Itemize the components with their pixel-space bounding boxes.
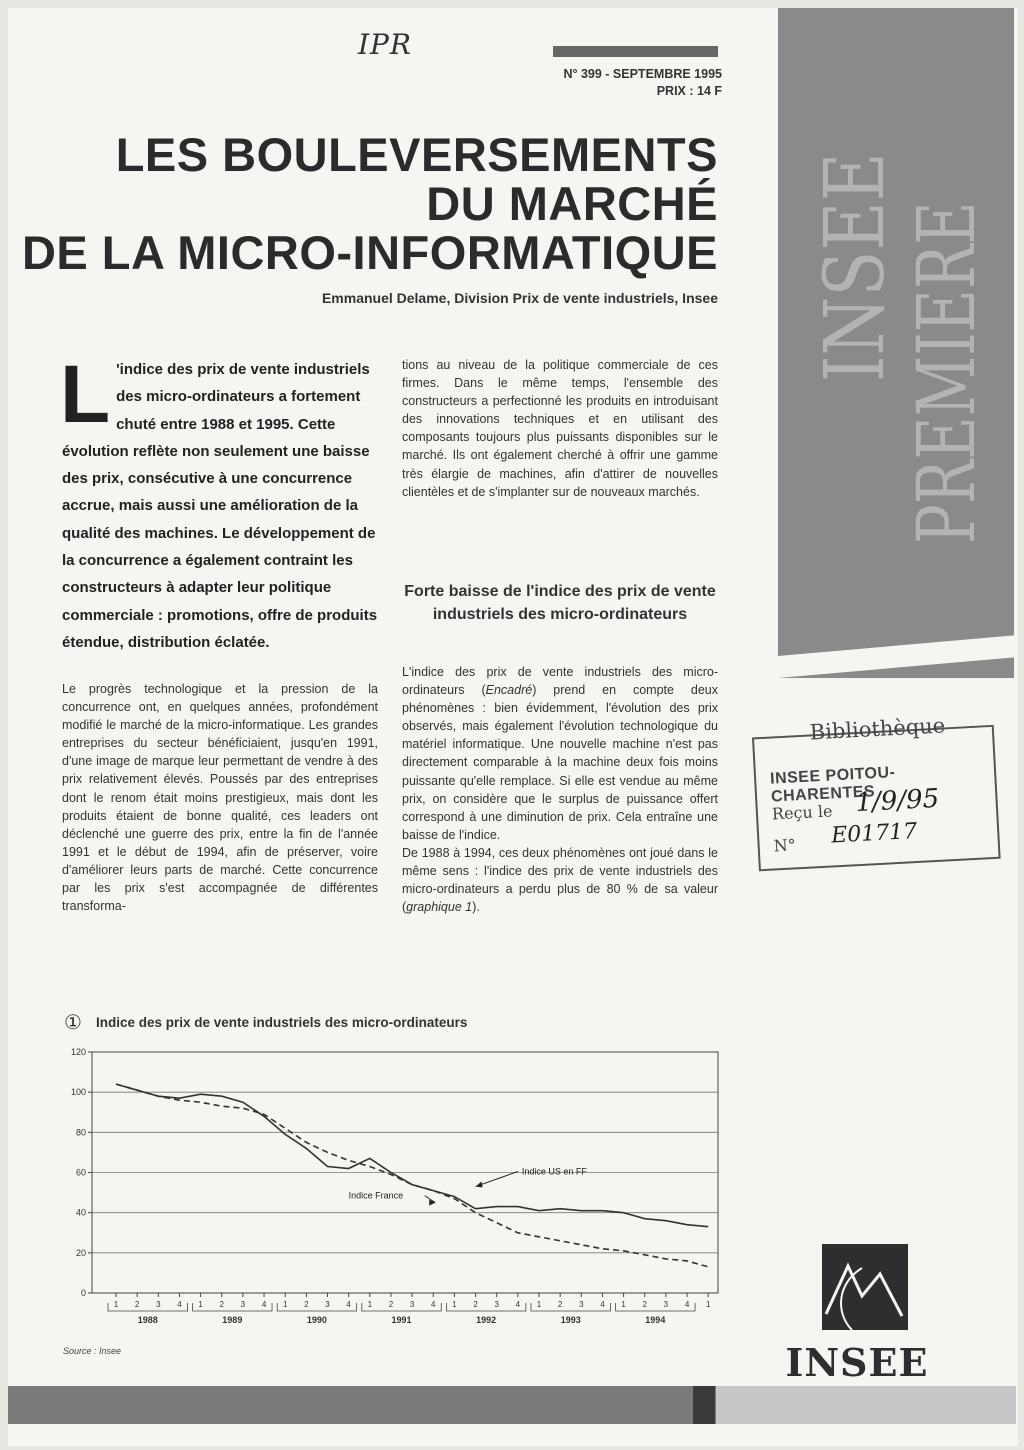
x-quarter-label: 2 — [304, 1300, 309, 1309]
x-quarter-label: 4 — [600, 1300, 605, 1309]
y-tick-label: 80 — [75, 1127, 86, 1138]
stamp-institution: INSEE POITOU-CHARENTES — [769, 764, 896, 806]
logo-mark — [822, 1244, 908, 1330]
title-line-3: DE LA MICRO-INFORMATIQUE — [21, 226, 718, 279]
x-year-label: 1994 — [645, 1315, 666, 1325]
stamp-library: Bibliothèque — [809, 713, 946, 745]
x-year-label: 1992 — [476, 1315, 497, 1325]
brand-line-1: INSEE — [808, 152, 903, 382]
lead-paragraph — [60, 349, 378, 656]
title-line-2: DU MARCHÉ — [426, 177, 718, 230]
year-bracket — [108, 1303, 187, 1311]
x-quarter-label: 3 — [663, 1300, 669, 1309]
x-quarter-label: 1 — [282, 1300, 288, 1309]
title-line-1: LES BOULEVERSEMENTS — [115, 128, 718, 181]
x-quarter-label: 2 — [642, 1300, 647, 1309]
paragraph-2: De 1988 à 1994, ces deux phénomènes ont joué dans le même sens : l'indice des prix de vente industriels des micro-ordinateurs a perdu plus de 80 % de sa valeur (graphique 1). — [402, 845, 718, 915]
chart-number: ① — [64, 1012, 82, 1034]
series-line-us — [116, 1084, 708, 1267]
y-tick-label: 100 — [70, 1087, 86, 1098]
issue-price: PRIX : 14 F — [656, 84, 722, 98]
handwritten-note: IPR — [358, 28, 412, 61]
footer-bar-light — [716, 1386, 1016, 1424]
y-tick-label: 20 — [75, 1247, 86, 1258]
x-year-label: 1990 — [306, 1315, 327, 1325]
x-year-label: 1988 — [137, 1315, 158, 1325]
stamp-received-date: 1/9/95 — [854, 783, 940, 819]
y-tick-label: 60 — [75, 1167, 86, 1178]
chart-title: Indice des prix de vente industriels des micro-ordinateurs — [96, 1015, 468, 1030]
series-label-france: Indice France — [348, 1190, 404, 1201]
x-year-label: 1989 — [222, 1315, 243, 1325]
year-bracket — [616, 1303, 695, 1311]
header-rule — [553, 46, 718, 57]
paragraph-1: L'indice des prix de vente industriels des micro-ordinateurs (Encadré) prend en compte deux phénomènes : bien évidemment, l'évolution des prix observés, mais également l'évolution technologique du matériel informatique. Une nouvelle machine n'est pas directement comparable à la machine deux fois moins puissante qu'elle remplace. Si elle est vendue au même prix, on considère que le surplus de puissance offert correspond à une diminution de prix. Cela entraîne une baisse de l'indice. — [402, 665, 718, 842]
year-bracket — [277, 1303, 356, 1311]
series-label-us: Indice US en FF — [521, 1166, 587, 1177]
body-column-1: Le progrès technologique et la pression de la concurrence ont, en quelques années, profondément modifié le marché de la micro-informatique. Les grandes entreprises du secteur bénéficiaient, jusqu'en 1991, d'une image de marque leur permettant de vendre à des prix relativement élevés. Poussés par des entreprises dont le renom était moins prestigieux, mais dont les produits étaient de bonne qualité, ces leaders ont déclenché une guerre des prix, entre la fin de l'année 1991 et le début de 1994, afin de préserver, voire d'améliorer leurs parts de marché. Cette concurrence par les prix s'est accompagnée de différentes transforma- — [62, 682, 378, 914]
year-bracket — [193, 1303, 272, 1311]
x-quarter-label: 3 — [494, 1300, 499, 1309]
x-quarter-label: 1 — [705, 1300, 711, 1309]
x-quarter-label: 1 — [113, 1300, 119, 1309]
x-quarter-label: 1 — [367, 1300, 373, 1309]
x-quarter-label: 4 — [177, 1300, 182, 1309]
lead-text: 'indice des prix de vente industriels des micro-ordinateurs a fortement chuté entre 1988 et 1995. Cette évolution reflète non seulement une baisse des prix, consécutive à une concurrence accrue, mais aussi une amélioration de la qualité des machines. Le développement de la concurrence a également contraint les constructeurs à adapter leur politique commerciale : promotions, offre de produits étendue, distribution éclatée. — [62, 361, 378, 651]
x-quarter-label: 3 — [409, 1300, 415, 1309]
x-quarter-label: 1 — [536, 1300, 542, 1309]
x-year-label: 1991 — [391, 1315, 412, 1325]
y-tick-label: 40 — [75, 1207, 86, 1218]
x-quarter-label: 2 — [473, 1300, 478, 1309]
x-quarter-label: 2 — [388, 1300, 394, 1309]
drop-cap: L — [60, 349, 111, 440]
x-quarter-label: 3 — [240, 1300, 246, 1309]
x-quarter-label: 4 — [684, 1300, 690, 1309]
footer-bar — [8, 1386, 716, 1424]
page-title — [22, 130, 718, 277]
x-quarter-label: 4 — [431, 1300, 436, 1309]
footer-accent — [693, 1386, 715, 1424]
logo-text: INSEE — [785, 1340, 929, 1385]
x-quarter-label: 1 — [452, 1300, 457, 1309]
section-heading: Forte baisse de l'indice des prix de vente industriels des micro-ordinateurs — [404, 583, 716, 623]
body-column-2-top: tions au niveau de la politique commerciale de ces firmes. Dans le même temps, l'ensemble des constructeurs a perfectionné les produits en introduisant des innovations techniques et en utilisant des composants toujours plus puissants disponibles sur le marché. Ils ont également cherché à offrir une gamme très élargie de machines, afin d'attirer de nouvelles clientèles et de s'implanter sur de nouveaux marchés. — [402, 358, 718, 499]
x-year-label: 1993 — [560, 1315, 581, 1325]
x-quarter-label: 2 — [557, 1300, 563, 1309]
stamp-number-label: N° — [773, 835, 797, 856]
source-note: Source : Insee — [63, 1346, 122, 1356]
year-bracket — [362, 1303, 441, 1311]
x-quarter-label: 2 — [134, 1300, 140, 1309]
arrowhead-us — [476, 1182, 483, 1188]
x-quarter-label: 1 — [621, 1300, 626, 1309]
x-quarter-label: 1 — [198, 1300, 203, 1309]
issue-number: N° 399 - SEPTEMBRE 1995 — [563, 67, 722, 81]
brand-line-2: PREMIERE — [900, 201, 993, 544]
x-quarter-label: 3 — [156, 1300, 161, 1309]
body-column-2-bottom — [402, 663, 718, 916]
y-tick-label: 0 — [80, 1288, 86, 1298]
year-bracket — [446, 1303, 525, 1311]
author-line: Emmanuel Delame, Division Prix de vente industriels, Insee — [321, 290, 718, 306]
library-stamp — [751, 711, 1004, 874]
y-tick-label: 120 — [70, 1047, 86, 1057]
insee-logo — [782, 1240, 932, 1390]
x-quarter-label: 4 — [346, 1300, 351, 1309]
x-quarter-label: 4 — [261, 1300, 267, 1309]
series-line-france — [116, 1084, 708, 1227]
price-index-chart — [60, 1040, 740, 1340]
x-quarter-label: 4 — [515, 1300, 521, 1309]
issue-info — [563, 66, 722, 100]
x-quarter-label: 2 — [219, 1300, 224, 1309]
stamp-number-value: E01717 — [830, 818, 918, 849]
x-quarter-label: 3 — [325, 1300, 330, 1309]
brand-wordmark — [808, 52, 993, 592]
stamp-received-label: Reçu le — [771, 801, 833, 824]
x-quarter-label: 3 — [579, 1300, 584, 1309]
year-bracket — [531, 1303, 610, 1311]
